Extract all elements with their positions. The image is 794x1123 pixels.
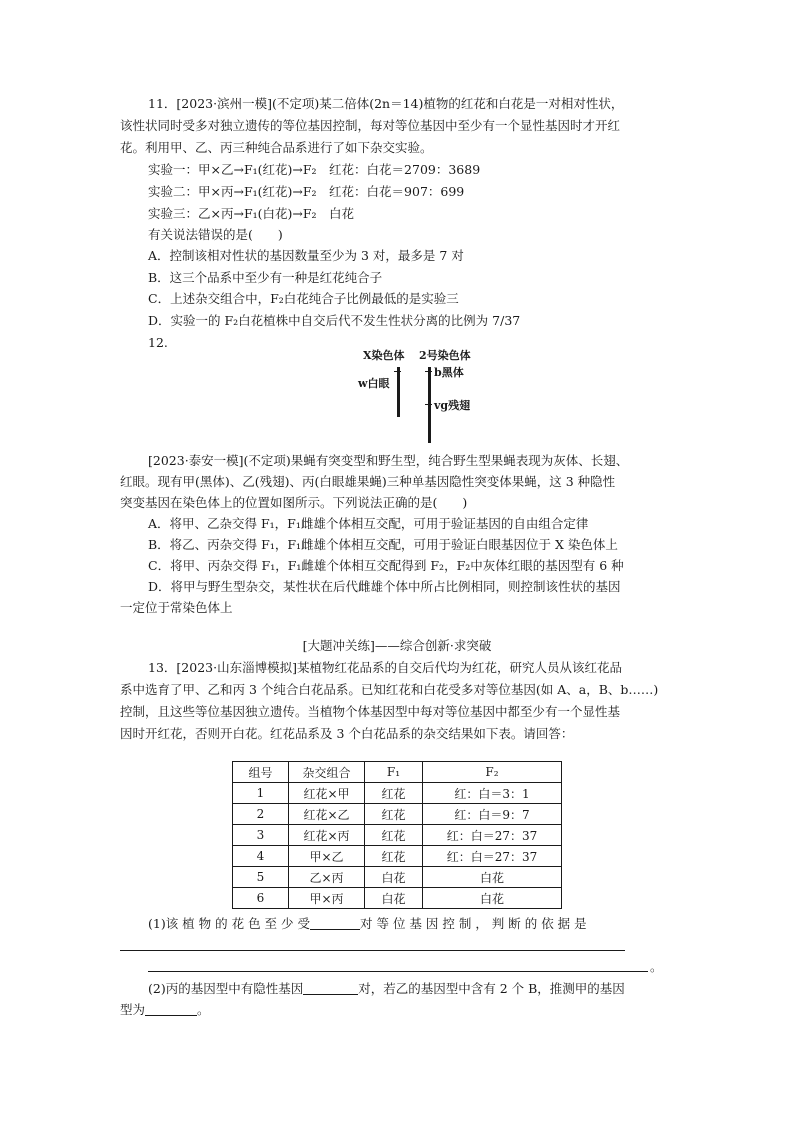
section-heading: [大题冲关练]——综合创新·求突破 (302, 638, 492, 653)
q11-experiment-1: 实验一：甲×乙→F₁(红花)→F₂ 红花：白花＝2709：3689 (148, 162, 481, 177)
q13-part2-line-1 (148, 979, 625, 999)
q13-part2-text-a: (2)丙的基因型中有隐性基因 (148, 981, 304, 996)
cell-group: 4 (233, 846, 289, 867)
q11-line-3: 花。利用甲、乙、丙三种纯合品系进行了如下杂交实验。 (120, 140, 433, 155)
table-row (233, 804, 562, 825)
cell-f1: 红花 (365, 804, 423, 825)
cell-f1: 白花 (365, 867, 423, 888)
q12-option-d-1: D．将甲与野生型杂交，某性状在后代雌雄个体中所占比例相同，则控制该性状的基因 (148, 579, 621, 594)
b-black-body-label: b黑体 (434, 366, 464, 379)
chromosome-2 (428, 367, 431, 443)
w-white-eye-label: w白眼 (358, 377, 390, 390)
cell-f2: 红：白＝27：37 (423, 825, 562, 846)
q13-part1-text-a: (1)该 植 物 的 花 色 至 少 受 (148, 916, 310, 931)
q13-part2-text-b: 对，若乙的基因型中含有 2 个 B，推测甲的基因 (358, 981, 625, 996)
x-chromosome (397, 367, 400, 417)
q13-part2-blank-recessive[interactable] (303, 982, 358, 995)
q11-stem: 有关说法错误的是( ) (148, 227, 283, 242)
chromosome-2-label: 2号染色体 (419, 349, 471, 362)
cell-cross: 甲×乙 (289, 846, 365, 867)
q12-number: 12. (148, 335, 168, 350)
cell-group: 5 (233, 867, 289, 888)
table-header-row (233, 762, 562, 783)
cell-group: 1 (233, 783, 289, 804)
q13-line-3: 控制，且这些等位基因独立遗传。当植物个体基因型中每对等位基因中都至少有一个显性基 (120, 704, 621, 719)
q13-part2-line-2 (120, 1000, 210, 1020)
q13-line-2: 系中选育了甲、乙和丙 3 个纯合白花品系。已知红花和白花受多对等位基因(如 A、a，B、b……) (120, 682, 659, 697)
q11-line-1: 11．[2023·滨州一模](不定项)某二倍体(2n＝14)植物的红花和白花是一对相对性状， (148, 96, 624, 111)
q11-experiment-2: 实验二：甲×丙→F₁(红花)→F₂ 红花：白花＝907：699 (148, 184, 465, 199)
q11-option-d: D．实验一的 F₂白花植株中自交后代不发生性状分离的比例为 7/37 (148, 313, 521, 328)
cell-f2: 红：白＝9：7 (423, 804, 562, 825)
q11-experiment-3: 实验三：乙×丙→F₁(白花)→F₂ 白花 (148, 206, 355, 221)
cell-cross: 甲×丙 (289, 888, 365, 909)
q12-line-3: 突变基因在染色体上的位置如图所示。下列说法正确的是( ) (120, 495, 468, 510)
q13-part2-text-c: 型为 (120, 1002, 146, 1017)
q12-option-a: A．将甲、乙杂交得 F₁，F₁雌雄个体相互交配，可用于验证基因的自由组合定律 (148, 516, 589, 531)
cell-f1: 红花 (365, 846, 423, 867)
cell-f2: 白花 (423, 867, 562, 888)
q12-option-c: C．将甲、丙杂交得 F₁，F₁雌雄个体相互交配得到 F₂，F₂中灰体红眼的基因型有 6 种 (148, 558, 624, 573)
x-chromosome-label: X染色体 (363, 349, 405, 362)
q13-line-1: 13．[2023·山东淄博模拟]某植物红花品系的自交后代均为红花，研究人员从该红花品 (148, 660, 622, 675)
vg-locus-mark (425, 404, 432, 405)
cell-cross: 红花×丙 (289, 825, 365, 846)
q13-part2-blank-genotype[interactable] (145, 1003, 197, 1016)
q11-option-a: A．控制该相对性状的基因数量至少为 3 对，最多是 7 对 (148, 248, 464, 263)
cell-group: 6 (233, 888, 289, 909)
header-f1: F₁ (365, 762, 423, 783)
header-group-number: 组号 (233, 762, 289, 783)
table-row (233, 888, 562, 909)
q12-line-1: [2023·泰安一模](不定项)果蝇有突变型和野生型，纯合野生型果蝇表现为灰体、长翅、 (148, 453, 629, 468)
table-row (233, 783, 562, 804)
cell-cross: 乙×丙 (289, 867, 365, 888)
q13-line-4: 因时开红花，否则开白花。红花品系及 3 个白花品系的杂交结果如下表。请回答： (120, 726, 574, 741)
header-f2: F₂ (423, 762, 562, 783)
table-row (233, 846, 562, 867)
q13-part1-answer-line-2[interactable] (148, 971, 648, 972)
cell-f2: 红：白＝3：1 (423, 783, 562, 804)
q13-part1-line (148, 914, 587, 934)
cross-results-table (232, 761, 562, 909)
q13-part1-answer-line-1[interactable] (120, 950, 625, 951)
q12-line-2: 红眼。现有甲(黑体)、乙(残翅)、丙(白眼雄果蝇)三种单基因隐性突变体果蝇，这 3 种隐性 (120, 474, 616, 489)
cell-f2: 红：白＝27：37 (423, 846, 562, 867)
q11-option-c: C．上述杂交组合中，F₂白花纯合子比例最低的是实验三 (148, 291, 459, 306)
q12-option-d-2: 一定位于常染色体上 (120, 600, 233, 615)
q11-line-2: 该性状同时受多对独立遗传的等位基因控制，每对等位基因中至少有一个显性基因时才开红 (120, 118, 621, 133)
table-row (233, 825, 562, 846)
cell-cross: 红花×甲 (289, 783, 365, 804)
cell-f2: 白花 (423, 888, 562, 909)
cell-f1: 白花 (365, 888, 423, 909)
cell-group: 3 (233, 825, 289, 846)
w-locus-mark (394, 371, 401, 372)
cell-f1: 红花 (365, 783, 423, 804)
q12-option-b: B．将乙、丙杂交得 F₁，F₁雌雄个体相互交配，可用于验证白眼基因位于 X 染色体上 (148, 537, 618, 552)
cell-f1: 红花 (365, 825, 423, 846)
cell-group: 2 (233, 804, 289, 825)
q13-part1-text-b: 对 等 位 基 因 控 制 ， 判 断 的 依 据 是 (360, 916, 587, 931)
q13-part2-period: 。 (197, 1002, 210, 1017)
q11-option-b: B．这三个品系中至少有一种是红花纯合子 (148, 270, 383, 285)
q13-part1-period: 。 (650, 959, 663, 974)
q13-part1-blank-count[interactable] (310, 917, 360, 930)
chromosome-diagram (355, 347, 485, 447)
header-cross: 杂交组合 (289, 762, 365, 783)
table-row (233, 867, 562, 888)
vg-vestigial-wing-label: vg残翅 (434, 399, 471, 412)
b-locus-mark (425, 371, 432, 372)
cell-cross: 红花×乙 (289, 804, 365, 825)
